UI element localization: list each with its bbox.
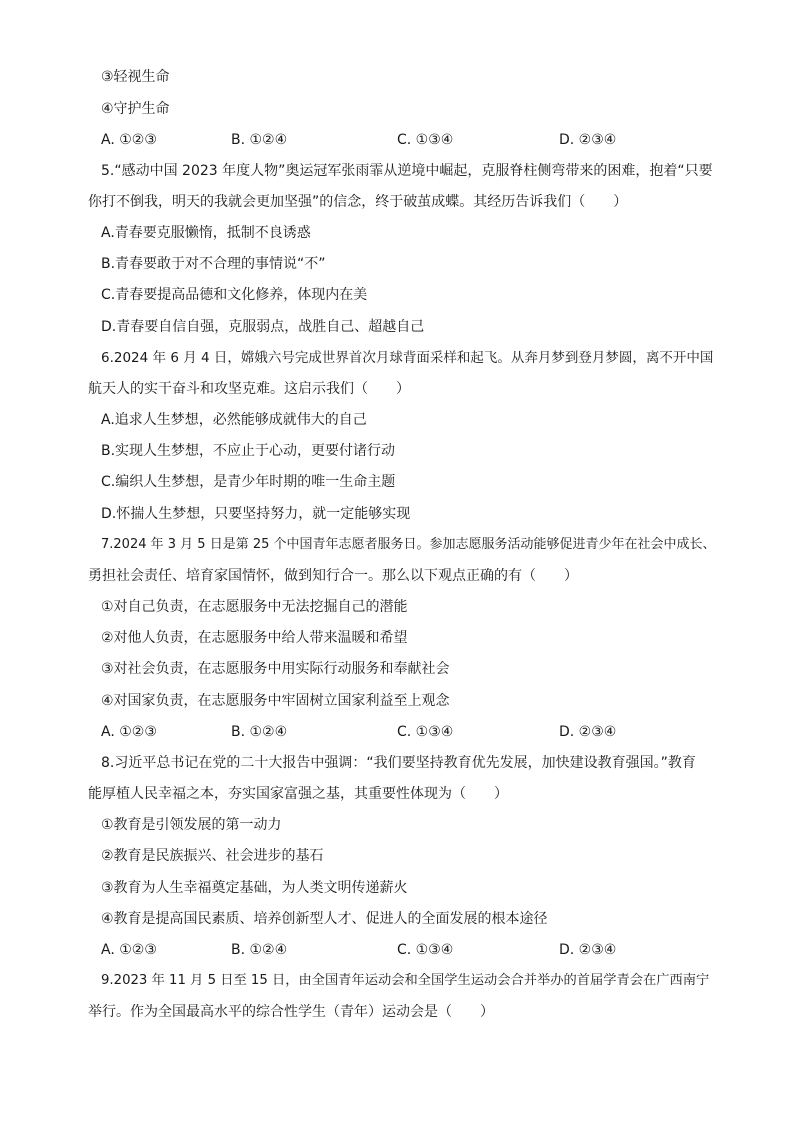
q7-item-3: ③对社会负责，在志愿服务中用实际行动服务和奉献社会: [101, 661, 450, 677]
q6-stem-line-2: 航天人的实干奋斗和攻坚克难。这启示我们（ ）: [88, 381, 410, 397]
q9-stem-line-2: 举行。作为全国最高水平的综合性学生（青年）运动会是（ ）: [88, 1004, 494, 1020]
q7-option-d: D. ②③④: [559, 724, 617, 740]
q5-option-c: C.青春要提高品德和文化修养，体现内在美: [101, 287, 368, 303]
q8-option-b: B. ①②④: [231, 942, 288, 958]
q5-option-d: D.青春要自信自强，克服弱点，战胜自己、超越自己: [101, 319, 425, 335]
q8-item-2: ②教育是民族振兴、社会进步的基石: [101, 848, 324, 864]
q7-option-a: A. ①②③: [101, 724, 157, 740]
q7-stem-line-2: 勇担社会责任、培育家国情怀，做到知行合一。那么以下观点正确的有（ ）: [88, 568, 578, 584]
q8-option-d: D. ②③④: [559, 942, 617, 958]
q4-option-c: C. ①③④: [397, 132, 454, 148]
q8-option-c: C. ①③④: [397, 942, 454, 958]
q9-stem-line-1: 9.2023 年 11 月 5 日至 15 日，由全国青年运动会和全国学生运动会合并举办的首届学青会在广西南宁: [101, 973, 710, 988]
q8-item-3: ③教育为人生幸福奠定基础，为人类文明传递薪火: [101, 880, 408, 896]
q6-stem-line-1: 6.2024 年 6 月 4 日，嫦娥六号完成世界首次月球背面采样和起飞。从奔月梦到登月梦圆，离不开中国: [101, 350, 714, 366]
q6-option-c: C.编织人生梦想，是青少年时期的唯一生命主题: [101, 474, 396, 490]
q7-stem-line-1: 7.2024 年 3 月 5 日是第 25 个中国青年志愿者服务日。参加志愿服务活动能够促进青少年在社会中成长、: [101, 537, 716, 552]
q8-item-4: ④教育是提高国民素质、培养创新型人才、促进人的全面发展的根本途径: [101, 911, 548, 927]
q7-item-2: ②对他人负责，在志愿服务中给人带来温暖和希望: [101, 630, 408, 646]
q5-option-a: A.青春要克服懒惰，抵制不良诱惑: [101, 225, 311, 241]
q4-options: [101, 131, 661, 149]
q6-option-a: A.追求人生梦想，必然能够成就伟大的自己: [101, 412, 367, 428]
q8-options: [101, 941, 661, 959]
q8-stem-line-2: 能厚植人民幸福之本，夯实国家富强之基，其重要性体现为（ ）: [88, 786, 508, 802]
q5-option-b: B.青春要敢于对不合理的事情说“不”: [101, 256, 326, 272]
q8-option-a: A. ①②③: [101, 942, 157, 958]
q4-item-3: ③轻视生命: [101, 69, 170, 85]
q4-option-d: D. ②③④: [559, 132, 617, 148]
q6-option-d: D.怀揣人生梦想，只要坚持努力，就一定能够实现: [101, 506, 411, 522]
q7-item-4: ④对国家负责，在志愿服务中牢固树立国家利益至上观念: [101, 693, 450, 709]
q5-stem-line-1: 5.“感动中国 2023 年度人物”奥运冠军张雨霏从逆境中崛起，克服脊柱侧弯带来的困难，抱着“只要: [101, 163, 713, 179]
q4-option-b: B. ①②④: [231, 132, 288, 148]
q5-stem-line-2: 你打不倒我，明天的我就会更加坚强”的信念，终于破茧成蝶。其经历告诉我们（ ）: [88, 194, 628, 210]
q8-item-1: ①教育是引领发展的第一动力: [101, 817, 282, 833]
q7-option-c: C. ①③④: [397, 724, 454, 740]
q7-options: [101, 723, 661, 741]
q6-option-b: B.实现人生梦想，不应止于心动，更要付诸行动: [101, 443, 396, 459]
q4-option-a: A. ①②③: [101, 132, 157, 148]
q4-item-4: ④守护生命: [101, 101, 170, 117]
q7-option-b: B. ①②④: [231, 724, 288, 740]
q7-item-1: ①对自己负责，在志愿服务中无法挖掘自己的潜能: [101, 599, 408, 615]
q8-stem-line-1: 8.习近平总书记在党的二十大报告中强调：“我们要坚持教育优先发展，加快建设教育强国。”教育: [101, 755, 696, 771]
